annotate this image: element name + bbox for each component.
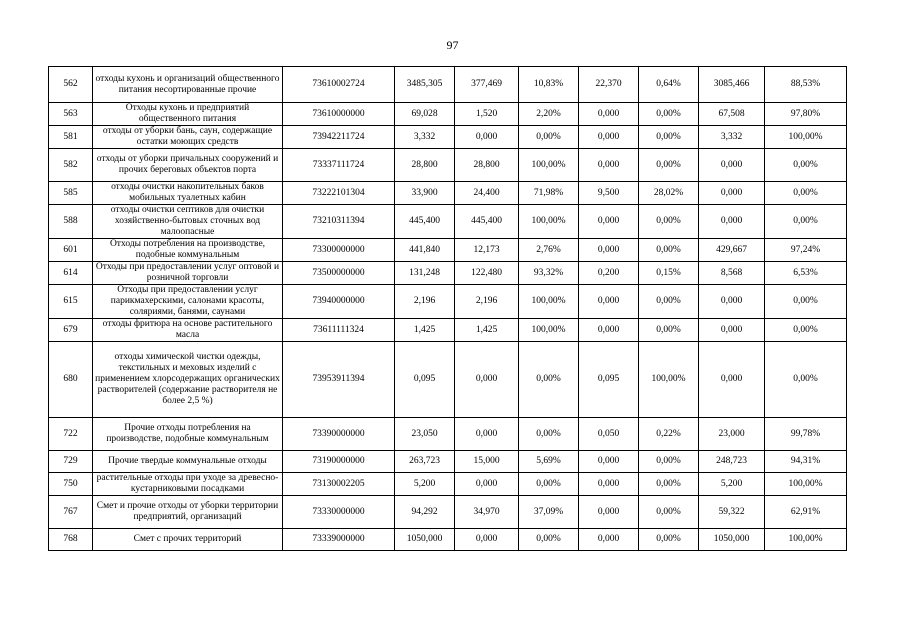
- amount-2-cell: 0,000: [579, 149, 639, 182]
- total-amount-cell: 2,196: [395, 285, 455, 319]
- total-amount-cell: 5,200: [395, 473, 455, 496]
- share-1-cell: 5,69%: [519, 451, 579, 473]
- share-1-cell: 100,00%: [519, 285, 579, 319]
- amount-3-cell: 8,568: [699, 262, 765, 285]
- row-number-cell: 581: [49, 126, 93, 149]
- row-number-cell: 750: [49, 473, 93, 496]
- table-row: [49, 239, 847, 262]
- amount-3-cell: 23,000: [699, 418, 765, 451]
- amount-3-cell: 0,000: [699, 182, 765, 205]
- amount-1-cell: 122,480: [455, 262, 519, 285]
- row-number-cell: 563: [49, 103, 93, 126]
- total-amount-cell: 94,292: [395, 496, 455, 529]
- fkko-code-cell: 73500000000: [283, 262, 395, 285]
- waste-name-cell: отходы кухонь и организаций общественного питания несортированные прочие: [93, 67, 283, 103]
- table-body: [49, 67, 847, 551]
- waste-name-cell: Смет с прочих территорий: [93, 529, 283, 551]
- amount-3-cell: 429,667: [699, 239, 765, 262]
- table-row: [49, 205, 847, 239]
- row-number-cell: 680: [49, 342, 93, 418]
- total-amount-cell: 28,800: [395, 149, 455, 182]
- share-1-cell: 71,98%: [519, 182, 579, 205]
- share-1-cell: 0,00%: [519, 418, 579, 451]
- waste-name-cell: Отходы кухонь и предприятий общественного питания: [93, 103, 283, 126]
- amount-1-cell: 377,469: [455, 67, 519, 103]
- fkko-code-cell: 73130002205: [283, 473, 395, 496]
- amount-1-cell: 0,000: [455, 529, 519, 551]
- total-amount-cell: 263,723: [395, 451, 455, 473]
- row-number-cell: 588: [49, 205, 93, 239]
- waste-name-cell: отходы фритюра на основе растительного масла: [93, 319, 283, 342]
- table-row: [49, 319, 847, 342]
- fkko-code-cell: 73300000000: [283, 239, 395, 262]
- amount-2-cell: 0,000: [579, 319, 639, 342]
- fkko-code-cell: 73330000000: [283, 496, 395, 529]
- row-number-cell: 585: [49, 182, 93, 205]
- waste-name-cell: отходы очистки накопительных баков мобильных туалетных кабин: [93, 182, 283, 205]
- amount-1-cell: 24,400: [455, 182, 519, 205]
- row-number-cell: 729: [49, 451, 93, 473]
- waste-name-cell: растительные отходы при уходе за древесно-кустарниковыми посадками: [93, 473, 283, 496]
- amount-1-cell: 15,000: [455, 451, 519, 473]
- amount-3-cell: 3,332: [699, 126, 765, 149]
- share-2-cell: 28,02%: [639, 182, 699, 205]
- share-1-cell: 100,00%: [519, 319, 579, 342]
- table-row: [49, 262, 847, 285]
- total-amount-cell: 0,095: [395, 342, 455, 418]
- share-2-cell: 0,64%: [639, 67, 699, 103]
- share-3-cell: 0,00%: [765, 319, 847, 342]
- page-number: 97: [446, 38, 459, 52]
- share-1-cell: 2,76%: [519, 239, 579, 262]
- amount-3-cell: 59,322: [699, 496, 765, 529]
- table-row: [49, 103, 847, 126]
- amount-1-cell: 34,970: [455, 496, 519, 529]
- share-3-cell: 97,24%: [765, 239, 847, 262]
- row-number-cell: 614: [49, 262, 93, 285]
- table-row: [49, 67, 847, 103]
- amount-3-cell: 0,000: [699, 342, 765, 418]
- share-2-cell: 0,00%: [639, 473, 699, 496]
- waste-name-cell: Прочие твердые коммунальные отходы: [93, 451, 283, 473]
- table-row: [49, 473, 847, 496]
- waste-table: [48, 66, 847, 551]
- share-1-cell: 93,32%: [519, 262, 579, 285]
- amount-2-cell: 0,000: [579, 239, 639, 262]
- share-2-cell: 0,15%: [639, 262, 699, 285]
- share-3-cell: 0,00%: [765, 149, 847, 182]
- share-1-cell: 100,00%: [519, 149, 579, 182]
- table-row: [49, 285, 847, 319]
- total-amount-cell: 23,050: [395, 418, 455, 451]
- amount-1-cell: 2,196: [455, 285, 519, 319]
- total-amount-cell: 33,900: [395, 182, 455, 205]
- share-1-cell: 0,00%: [519, 342, 579, 418]
- share-3-cell: 94,31%: [765, 451, 847, 473]
- share-3-cell: 100,00%: [765, 126, 847, 149]
- share-3-cell: 0,00%: [765, 342, 847, 418]
- fkko-code-cell: 73953911394: [283, 342, 395, 418]
- table-row: [49, 496, 847, 529]
- amount-2-cell: 0,000: [579, 285, 639, 319]
- share-3-cell: 0,00%: [765, 182, 847, 205]
- amount-3-cell: 0,000: [699, 205, 765, 239]
- table-row: [49, 149, 847, 182]
- amount-2-cell: 0,000: [579, 496, 639, 529]
- table-row: [49, 342, 847, 418]
- table-row: [49, 126, 847, 149]
- amount-3-cell: 0,000: [699, 285, 765, 319]
- share-2-cell: 100,00%: [639, 342, 699, 418]
- share-1-cell: 0,00%: [519, 473, 579, 496]
- amount-1-cell: 0,000: [455, 126, 519, 149]
- table-row: [49, 529, 847, 551]
- row-number-cell: 615: [49, 285, 93, 319]
- share-3-cell: 100,00%: [765, 529, 847, 551]
- share-3-cell: 62,91%: [765, 496, 847, 529]
- share-1-cell: 100,00%: [519, 205, 579, 239]
- share-3-cell: 6,53%: [765, 262, 847, 285]
- row-number-cell: 722: [49, 418, 93, 451]
- amount-2-cell: 9,500: [579, 182, 639, 205]
- share-3-cell: 0,00%: [765, 285, 847, 319]
- amount-1-cell: 12,173: [455, 239, 519, 262]
- fkko-code-cell: 73942211724: [283, 126, 395, 149]
- waste-name-cell: Смет и прочие отходы от уборки территории предприятий, организаций: [93, 496, 283, 529]
- waste-name-cell: Отходы потребления на производстве, подобные коммунальным: [93, 239, 283, 262]
- amount-2-cell: 0,000: [579, 126, 639, 149]
- waste-name-cell: отходы от уборки бань, саун, содержащие остатки моющих средств: [93, 126, 283, 149]
- amount-3-cell: 3085,466: [699, 67, 765, 103]
- total-amount-cell: 131,248: [395, 262, 455, 285]
- amount-3-cell: 67,508: [699, 103, 765, 126]
- share-1-cell: 0,00%: [519, 126, 579, 149]
- amount-1-cell: 0,000: [455, 418, 519, 451]
- share-1-cell: 0,00%: [519, 529, 579, 551]
- fkko-code-cell: 73611111324: [283, 319, 395, 342]
- share-2-cell: 0,00%: [639, 126, 699, 149]
- fkko-code-cell: 73940000000: [283, 285, 395, 319]
- amount-3-cell: 0,000: [699, 319, 765, 342]
- amount-3-cell: 5,200: [699, 473, 765, 496]
- amount-2-cell: 0,000: [579, 473, 639, 496]
- share-3-cell: 99,78%: [765, 418, 847, 451]
- row-number-cell: 601: [49, 239, 93, 262]
- amount-3-cell: 0,000: [699, 149, 765, 182]
- table-row: [49, 418, 847, 451]
- fkko-code-cell: 73337111724: [283, 149, 395, 182]
- share-2-cell: 0,00%: [639, 149, 699, 182]
- share-2-cell: 0,00%: [639, 451, 699, 473]
- fkko-code-cell: 73222101304: [283, 182, 395, 205]
- share-2-cell: 0,00%: [639, 239, 699, 262]
- share-2-cell: 0,00%: [639, 205, 699, 239]
- table-row: [49, 182, 847, 205]
- amount-1-cell: 445,400: [455, 205, 519, 239]
- total-amount-cell: 445,400: [395, 205, 455, 239]
- share-2-cell: 0,00%: [639, 529, 699, 551]
- amount-2-cell: 0,000: [579, 205, 639, 239]
- fkko-code-cell: 73610002724: [283, 67, 395, 103]
- fkko-code-cell: 73339000000: [283, 529, 395, 551]
- fkko-code-cell: 73390000000: [283, 418, 395, 451]
- amount-2-cell: 0,000: [579, 103, 639, 126]
- waste-name-cell: Прочие отходы потребления на производстве, подобные коммунальным: [93, 418, 283, 451]
- amount-3-cell: 248,723: [699, 451, 765, 473]
- waste-name-cell: отходы очистки септиков для очистки хозяйственно-бытовых сточных вод малоопасные: [93, 205, 283, 239]
- fkko-code-cell: 73190000000: [283, 451, 395, 473]
- amount-2-cell: 0,050: [579, 418, 639, 451]
- share-3-cell: 0,00%: [765, 205, 847, 239]
- fkko-code-cell: 73610000000: [283, 103, 395, 126]
- total-amount-cell: 441,840: [395, 239, 455, 262]
- row-number-cell: 767: [49, 496, 93, 529]
- row-number-cell: 768: [49, 529, 93, 551]
- amount-2-cell: 0,200: [579, 262, 639, 285]
- total-amount-cell: 69,028: [395, 103, 455, 126]
- amount-2-cell: 0,000: [579, 529, 639, 551]
- share-2-cell: 0,00%: [639, 496, 699, 529]
- fkko-code-cell: 73210311394: [283, 205, 395, 239]
- share-2-cell: 0,00%: [639, 103, 699, 126]
- total-amount-cell: 3485,305: [395, 67, 455, 103]
- amount-1-cell: 1,425: [455, 319, 519, 342]
- share-3-cell: 97,80%: [765, 103, 847, 126]
- amount-2-cell: 0,095: [579, 342, 639, 418]
- amount-2-cell: 22,370: [579, 67, 639, 103]
- total-amount-cell: 1050,000: [395, 529, 455, 551]
- waste-name-cell: отходы от уборки причальных сооружений и прочих береговых объектов порта: [93, 149, 283, 182]
- amount-1-cell: 0,000: [455, 342, 519, 418]
- row-number-cell: 582: [49, 149, 93, 182]
- share-2-cell: 0,00%: [639, 319, 699, 342]
- amount-1-cell: 1,520: [455, 103, 519, 126]
- row-number-cell: 679: [49, 319, 93, 342]
- share-1-cell: 2,20%: [519, 103, 579, 126]
- row-number-cell: 562: [49, 67, 93, 103]
- share-3-cell: 88,53%: [765, 67, 847, 103]
- total-amount-cell: 3,332: [395, 126, 455, 149]
- share-1-cell: 10,83%: [519, 67, 579, 103]
- share-2-cell: 0,22%: [639, 418, 699, 451]
- waste-name-cell: отходы химической чистки одежды, текстильных и меховых изделий с применением хлорсодержащих органических растворителей (содержание растворителя не более 2,5 %): [93, 342, 283, 418]
- share-2-cell: 0,00%: [639, 285, 699, 319]
- amount-3-cell: 1050,000: [699, 529, 765, 551]
- table-row: [49, 451, 847, 473]
- amount-1-cell: 28,800: [455, 149, 519, 182]
- amount-2-cell: 0,000: [579, 451, 639, 473]
- waste-name-cell: Отходы при предоставлении услуг оптовой и розничной торговли: [93, 262, 283, 285]
- amount-1-cell: 0,000: [455, 473, 519, 496]
- share-3-cell: 100,00%: [765, 473, 847, 496]
- waste-name-cell: Отходы при предоставлении услуг парикмахерскими, салонами красоты, соляриями, банями, саунами: [93, 285, 283, 319]
- total-amount-cell: 1,425: [395, 319, 455, 342]
- share-1-cell: 37,09%: [519, 496, 579, 529]
